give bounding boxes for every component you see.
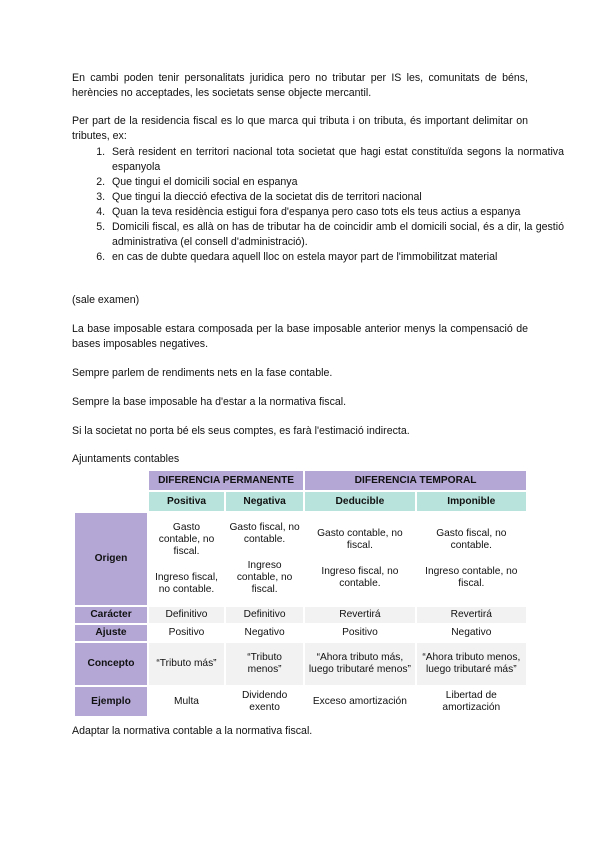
table-group-header-row [75, 471, 526, 490]
table-cell: Negativo [226, 625, 303, 641]
paragraph-adaptar-normativa: Adaptar la normativa contable a la normativa fiscal. [72, 725, 313, 737]
paragraph-estimacio-indirecta: Si la societat no porta bé els seus comptes, es farà l'estimació indirecta. [72, 425, 410, 437]
table-cell: Negativo [417, 625, 526, 641]
table-row-ajuste [75, 625, 526, 641]
origin-bottom-text: Ingreso contable, no fiscal. [236, 560, 293, 595]
paragraph-personalitats: En cambi poden tenir personalitats juridica pero no tributar per IS les, comunitats de béns, herències no acceptades, les societats sense objecte mercantil. [72, 72, 528, 99]
row-header-caracter: Carácter [75, 607, 147, 623]
table-cell: Revertirá [305, 607, 414, 623]
table-cell: Libertad de amortización [417, 687, 526, 716]
list-item: 4. Quan la teva residència estigui fora d'espanya pero caso tots els teus actius a espanya [108, 205, 564, 220]
table-cell [149, 513, 224, 605]
origin-bottom-text: Ingreso fiscal, no contable. [321, 566, 399, 589]
table-corner [75, 492, 147, 511]
origin-top-text: Gasto fiscal, no contable. [436, 528, 507, 551]
group-header-temporal: DIFERENCIA TEMPORAL [305, 471, 526, 490]
table-caption: Ajuntaments contables [72, 453, 180, 465]
paragraph-sale-examen: (sale examen) [72, 294, 140, 306]
table-row-origen [75, 513, 526, 605]
table-cell: Dividendo exento [226, 687, 303, 716]
sub-header-imponible: Imponible [417, 492, 526, 511]
table-cell [305, 513, 414, 605]
sub-header-positiva: Positiva [149, 492, 224, 511]
origin-top-text: Gasto fiscal, no contable. [229, 522, 300, 545]
table-cell: Positivo [305, 625, 414, 641]
origin-bottom-text: Ingreso contable, no fiscal. [425, 566, 518, 589]
table-cell: Definitivo [226, 607, 303, 623]
row-header-ejemplo: Ejemplo [75, 687, 147, 716]
table-sub-header-row [75, 492, 526, 511]
table-cell: Exceso amortización [305, 687, 414, 716]
table-row-ejemplo [75, 687, 526, 716]
paragraph-normativa-fiscal: Sempre la base imposable ha d'estar a la normativa fiscal. [72, 396, 347, 408]
table-cell [226, 513, 303, 605]
row-header-origen: Origen [75, 513, 147, 605]
table-cell: Positivo [149, 625, 224, 641]
table-cell: “Tributo más” [149, 643, 224, 685]
table-corner [75, 471, 147, 490]
table-cell: “Ahora tributo menos, luego tributaré más” [417, 643, 526, 685]
list-item: 2. Que tingui el domicili social en espanya [108, 175, 564, 190]
table-cell: Definitivo [149, 607, 224, 623]
sub-header-deducible: Deducible [305, 492, 414, 511]
adjustments-table [73, 469, 528, 718]
table-cell: “Tributo menos” [226, 643, 303, 685]
group-header-permanente: DIFERENCIA PERMANENTE [149, 471, 303, 490]
table-cell: “Ahora tributo más, luego tributaré menos” [305, 643, 414, 685]
sub-header-negativa: Negativa [226, 492, 303, 511]
row-header-concepto: Concepto [75, 643, 147, 685]
table-cell [417, 513, 526, 605]
origin-bottom-text: Ingreso fiscal, no contable. [155, 572, 218, 595]
table-row-concepto [75, 643, 526, 685]
residence-criteria-list [72, 145, 564, 265]
list-item: 6. en cas de dubte quedara aquell lloc on estela mayor part de l'immobilitzat material [108, 250, 564, 265]
paragraph-residencia-fiscal: Per part de la residencia fiscal es lo que marca qui tributa i on tributa, és important delimitar on tributes, ex: [72, 115, 528, 142]
origin-top-text: Gasto contable, no fiscal. [317, 528, 403, 551]
list-item: 1. Serà resident en territori nacional tota societat que hagi estat constituïda segons la normativa espanyola [108, 145, 564, 175]
paragraph-base-imposable: La base imposable estara composada per la base imposable anterior menys la compensació de bases imposables negatives. [72, 323, 528, 350]
row-header-ajuste: Ajuste [75, 625, 147, 641]
table-cell: Multa [149, 687, 224, 716]
list-item: 5. Domicili fiscal, es allà on has de tributar ha de coincidir amb el domicili social, és a dir, la gestió administrativa (el consell d'administració). [108, 220, 564, 250]
paragraph-rendiments-nets: Sempre parlem de rendiments nets en la fase contable. [72, 367, 333, 379]
list-item: 3. Que tingui la diecció efectiva de la societat dis de territori nacional [108, 190, 564, 205]
origin-top-text: Gasto contable, no fiscal. [158, 522, 215, 557]
table-cell: Revertirá [417, 607, 526, 623]
table-row-caracter [75, 607, 526, 623]
